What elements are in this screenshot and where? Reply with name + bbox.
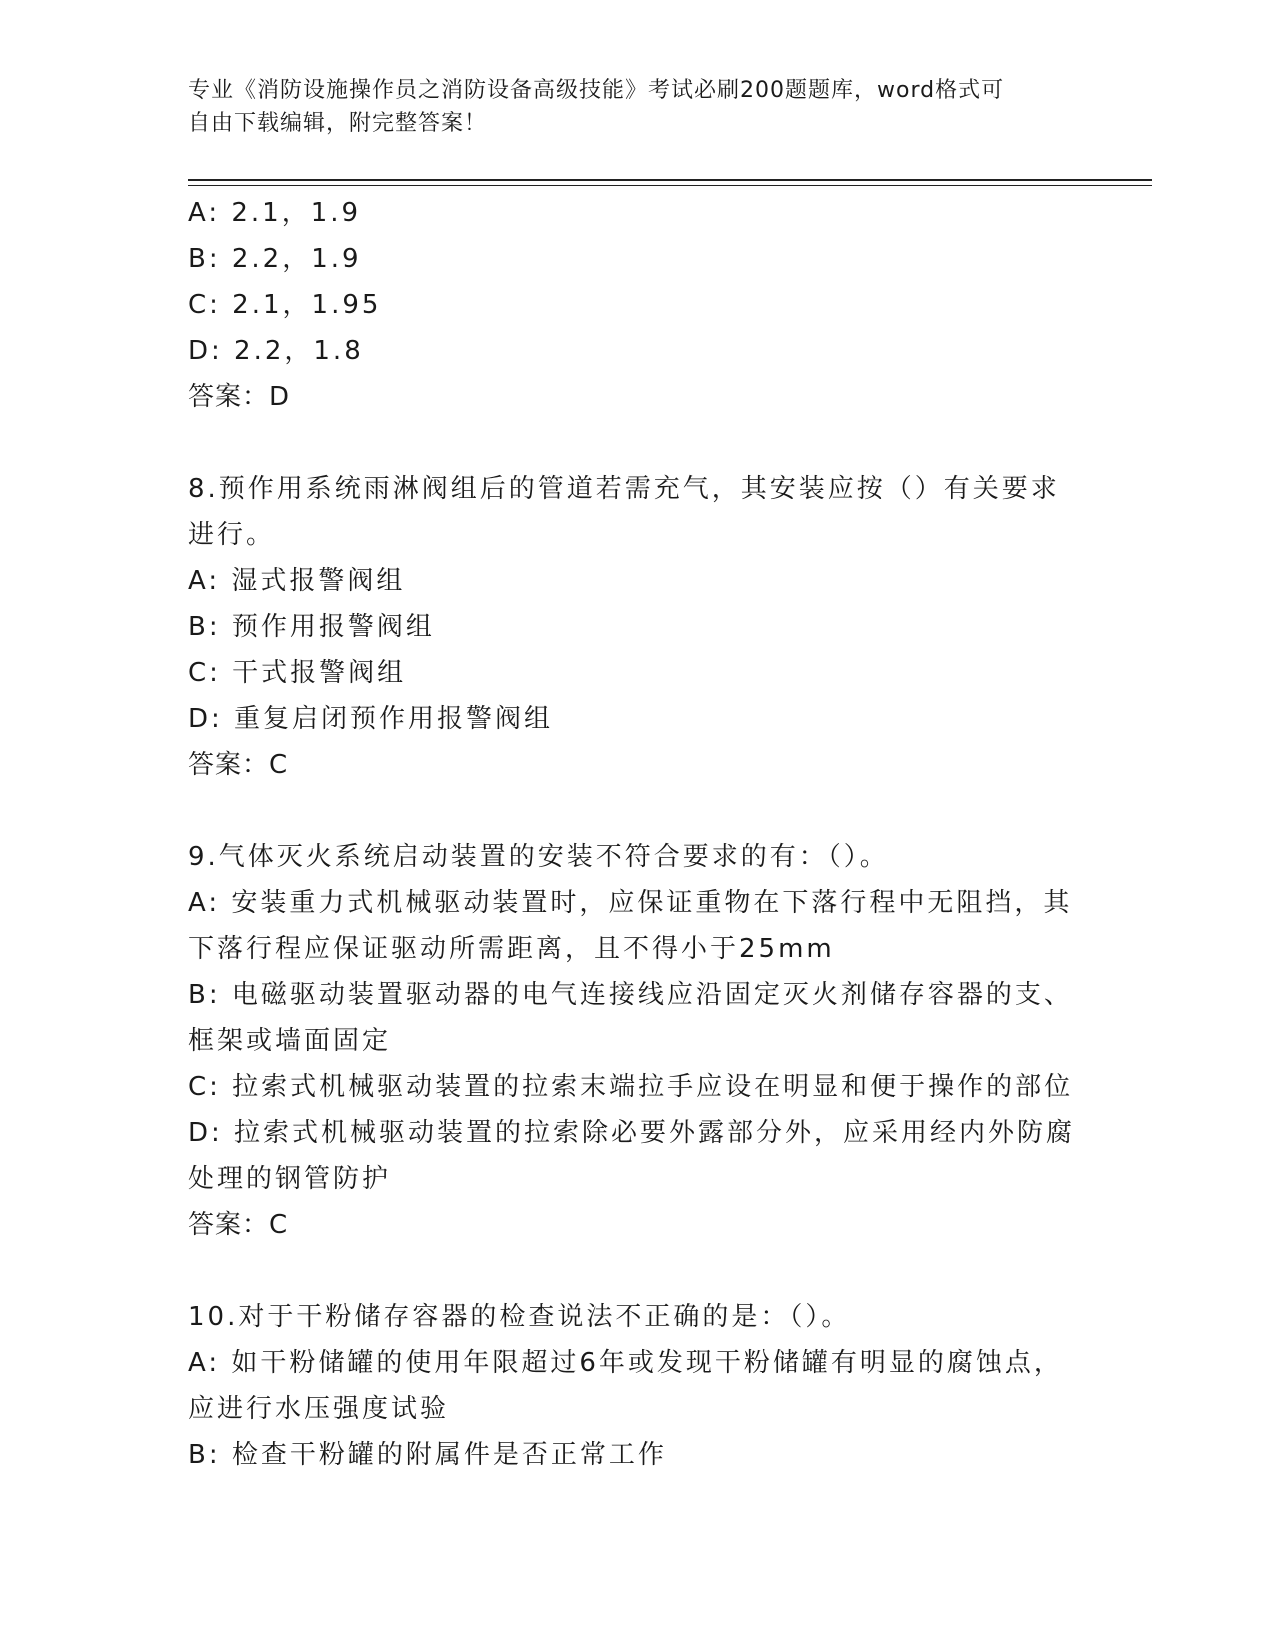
- option-d-cont: 处理的钢管防护: [188, 1164, 392, 1194]
- question-9-block: [188, 834, 1088, 1248]
- header-rule-thin: [188, 185, 1152, 186]
- option-b: B: 检查干粉罐的附属件是否正常工作: [188, 1440, 667, 1470]
- spacer: [188, 1248, 1088, 1294]
- option-a-cont: 应进行水压强度试验: [188, 1394, 450, 1424]
- option-a: A: 安装重力式机械驱动装置时，应保证重物在下落行程中无阻挡，其: [188, 888, 1073, 918]
- spacer: [188, 420, 1088, 466]
- option-c: C: 拉索式机械驱动装置的拉索末端拉手应设在明显和便于操作的部位: [188, 1072, 1074, 1102]
- answer-line: 答案：C: [188, 750, 289, 780]
- question-stem: 9.气体灭火系统启动装置的安装不符合要求的有：（）。: [188, 842, 889, 872]
- option-d: D: 2.2，1.8: [188, 336, 364, 366]
- answer-line: 答案：C: [188, 1210, 289, 1240]
- answer-line: 答案：D: [188, 382, 291, 412]
- header-line-2: 自由下载编辑，附完整答案！: [188, 111, 488, 136]
- header-line-1: 专业《消防设施操作员之消防设备高级技能》考试必刷200题题库，word格式可: [188, 78, 1005, 103]
- option-d: D: 重复启闭预作用报警阀组: [188, 704, 554, 734]
- option-a-cont: 下落行程应保证驱动所需距离，且不得小于25mm: [188, 934, 835, 964]
- question-list: [188, 190, 1088, 1478]
- question-8-block: [188, 466, 1088, 788]
- option-b-cont: 框架或墙面固定: [188, 1026, 392, 1056]
- option-a: A: 如干粉储罐的使用年限超过6年或发现干粉储罐有明显的腐蚀点，: [188, 1348, 1063, 1378]
- option-a: A: 2.1，1.9: [188, 198, 362, 228]
- question-7-block: [188, 190, 1088, 420]
- option-b: B: 2.2，1.9: [188, 244, 362, 274]
- question-stem: 8.预作用系统雨淋阀组后的管道若需充气，其安装应按（）有关要求: [188, 474, 1060, 504]
- option-c: C: 2.1，1.95: [188, 290, 382, 320]
- question-10-block: [188, 1294, 1088, 1478]
- header-rule-thick: [188, 179, 1152, 181]
- question-stem-cont: 进行。: [188, 520, 276, 550]
- question-stem: 10.对于干粉储存容器的检查说法不正确的是：（）。: [188, 1302, 851, 1332]
- option-a: A: 湿式报警阀组: [188, 566, 406, 596]
- option-b: B: 电磁驱动装置驱动器的电气连接线应沿固定灭火剂储存容器的支、: [188, 980, 1073, 1010]
- option-d: D: 拉索式机械驱动装置的拉索除必要外露部分外，应采用经内外防腐: [188, 1118, 1076, 1148]
- document-header: [188, 74, 1088, 140]
- option-b: B: 预作用报警阀组: [188, 612, 435, 642]
- spacer: [188, 788, 1088, 834]
- option-c: C: 干式报警阀组: [188, 658, 407, 688]
